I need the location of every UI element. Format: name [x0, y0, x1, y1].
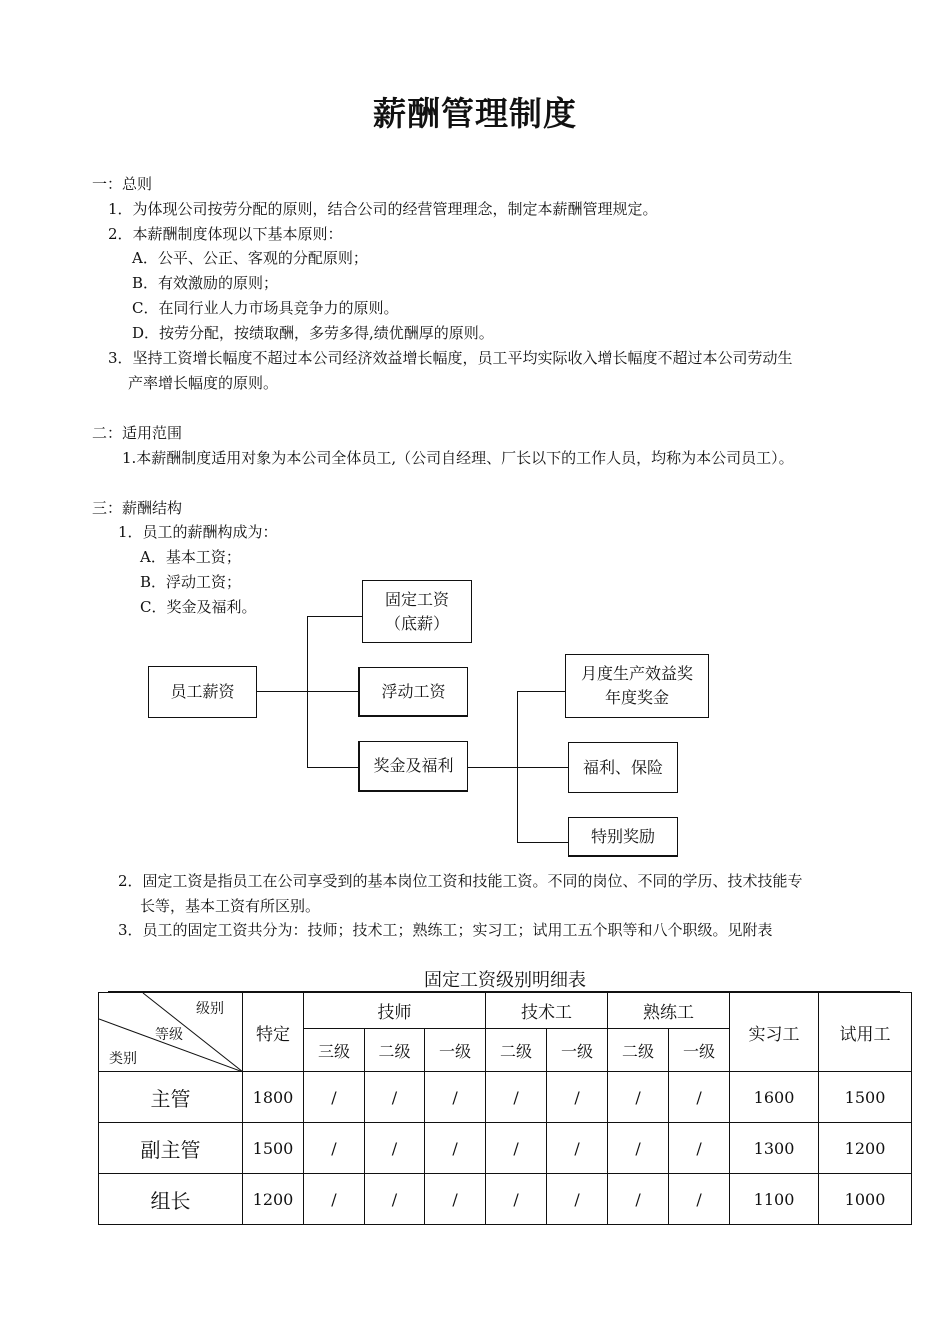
general-item: C．在同行业人力市场具竞争力的原则。	[132, 299, 399, 317]
structure-item: 2．固定工资是指员工在公司享受到的基本岗位工资和技能工资。不同的岗位、不同的学历、技术技能专	[118, 872, 803, 890]
diagram-box-fixed-wage	[362, 580, 472, 643]
structure-item: B．浮动工资；	[140, 573, 242, 591]
row-trial: 1000	[819, 1174, 912, 1225]
row-special: 1200	[243, 1174, 304, 1225]
diagram-box-special-reward	[568, 817, 678, 857]
row-cell: /	[669, 1174, 730, 1225]
row-cell: /	[547, 1174, 608, 1225]
general-item: 2．本薪酬制度体现以下基本原则：	[108, 225, 343, 243]
connector-line	[517, 842, 568, 843]
row-cell: /	[547, 1123, 608, 1174]
row-cell: /	[425, 1123, 486, 1174]
connector-line	[517, 691, 565, 692]
row-cell: /	[486, 1174, 547, 1225]
section-heading-general: 一：总则	[92, 175, 153, 193]
row-category: 组长	[99, 1174, 243, 1225]
row-category: 主管	[99, 1072, 243, 1123]
row-intern: 1100	[730, 1174, 819, 1225]
diagram-label: 员工薪资	[170, 682, 235, 701]
row-cell: /	[547, 1072, 608, 1123]
wage-level-table	[98, 992, 912, 1225]
diagram-box-bonus-welfare	[358, 741, 468, 792]
row-cell: /	[669, 1072, 730, 1123]
diagram-label: 年度奖金	[604, 688, 669, 707]
connector-line	[307, 691, 358, 692]
row-cell: /	[304, 1123, 365, 1174]
header-level: 三级	[304, 1029, 365, 1072]
structure-item: C．奖金及福利。	[140, 598, 257, 616]
corner-label-level: 级别	[196, 1001, 224, 1017]
table-row	[99, 1123, 912, 1174]
structure-item: A．基本工资；	[140, 548, 241, 566]
section-heading-structure: 三：薪酬结构	[92, 499, 183, 517]
general-item: 3．坚持工资增长幅度不超过本公司经济效益增长幅度，员工平均实际收入增长幅度不超过本公司劳动生	[108, 349, 793, 367]
diagram-box-floating-wage	[358, 667, 468, 717]
section-heading-scope: 二：适用范围	[92, 424, 183, 442]
general-item: 1．为体现公司按劳分配的原则，结合公司的经营管理理念，制定本薪酬管理规定。	[108, 200, 658, 218]
general-item: B．有效激励的原则；	[132, 274, 279, 292]
header-level: 一级	[669, 1029, 730, 1072]
row-category: 副主管	[99, 1123, 243, 1174]
table-row	[99, 1174, 912, 1225]
row-cell: /	[608, 1174, 669, 1225]
row-cell: /	[425, 1072, 486, 1123]
row-cell: /	[486, 1072, 547, 1123]
connector-line	[517, 767, 568, 768]
connector-line	[307, 616, 362, 617]
general-item: A．公平、公正、客观的分配原则；	[132, 249, 368, 267]
scope-item: 1.本薪酬制度适用对象为本公司全体员工,（公司自经理、厂长以下的工作人员，均称为本公司员工）。	[122, 449, 794, 467]
diagram-label: 福利、保险	[582, 757, 663, 777]
row-cell: /	[365, 1174, 425, 1225]
row-trial: 1500	[819, 1072, 912, 1123]
connector-line	[467, 767, 518, 768]
connector-line	[307, 767, 358, 768]
corner-label-category: 类别	[109, 1051, 137, 1067]
header-group-technician: 技师	[304, 993, 486, 1029]
diagram-box-welfare-insurance	[568, 742, 678, 793]
row-intern: 1300	[730, 1123, 819, 1174]
document-title: 薪酬管理制度	[373, 94, 577, 133]
row-trial: 1200	[819, 1123, 912, 1174]
header-group-experienced-worker: 熟练工	[608, 993, 730, 1029]
row-cell: /	[365, 1123, 425, 1174]
structure-item: 长等，基本工资有所区别。	[140, 897, 321, 915]
header-group-skilled-worker: 技术工	[486, 993, 608, 1029]
table-caption: 固定工资级别明细表	[424, 970, 586, 991]
table-row	[99, 1072, 912, 1123]
row-cell: /	[365, 1072, 425, 1123]
diagram-label: 奖金及福利	[373, 756, 454, 775]
row-cell: /	[608, 1123, 669, 1174]
connector-line	[257, 691, 308, 692]
header-level: 一级	[425, 1029, 486, 1072]
row-special: 1800	[243, 1072, 304, 1123]
diagram-label: 浮动工资	[381, 681, 446, 701]
diagram-label: 特别奖励	[590, 826, 655, 846]
header-level: 二级	[486, 1029, 547, 1072]
structure-item: 3．员工的固定工资共分为：技师；技术工；熟练工；实习工；试用工五个职等和八个职级。见附表	[118, 921, 773, 939]
diagram-box-monthly-bonus	[565, 654, 709, 718]
general-item: D．按劳分配，按绩取酬，多劳多得,绩优酬厚的原则。	[132, 324, 494, 342]
structure-item: 1．员工的薪酬构成为：	[118, 523, 278, 541]
row-cell: /	[486, 1123, 547, 1174]
row-cell: /	[304, 1072, 365, 1123]
diagram-label: （底薪）	[384, 613, 449, 633]
diagram-label: 月度生产效益奖	[580, 664, 693, 683]
header-level: 二级	[608, 1029, 669, 1072]
header-special: 特定	[243, 993, 304, 1072]
row-cell: /	[425, 1174, 486, 1225]
corner-label-grade: 等级	[155, 1027, 183, 1043]
header-trial: 试用工	[819, 993, 912, 1072]
row-cell: /	[608, 1072, 669, 1123]
diagram-label: 固定工资	[384, 589, 449, 609]
general-item: 产率增长幅度的原则。	[128, 374, 279, 392]
row-special: 1500	[243, 1123, 304, 1174]
row-intern: 1600	[730, 1072, 819, 1123]
diagram-box-root	[148, 666, 257, 718]
row-cell: /	[304, 1174, 365, 1225]
row-cell: /	[669, 1123, 730, 1174]
header-intern: 实习工	[730, 993, 819, 1072]
table-corner-cell	[99, 993, 243, 1072]
header-level: 二级	[365, 1029, 425, 1072]
header-level: 一级	[547, 1029, 608, 1072]
